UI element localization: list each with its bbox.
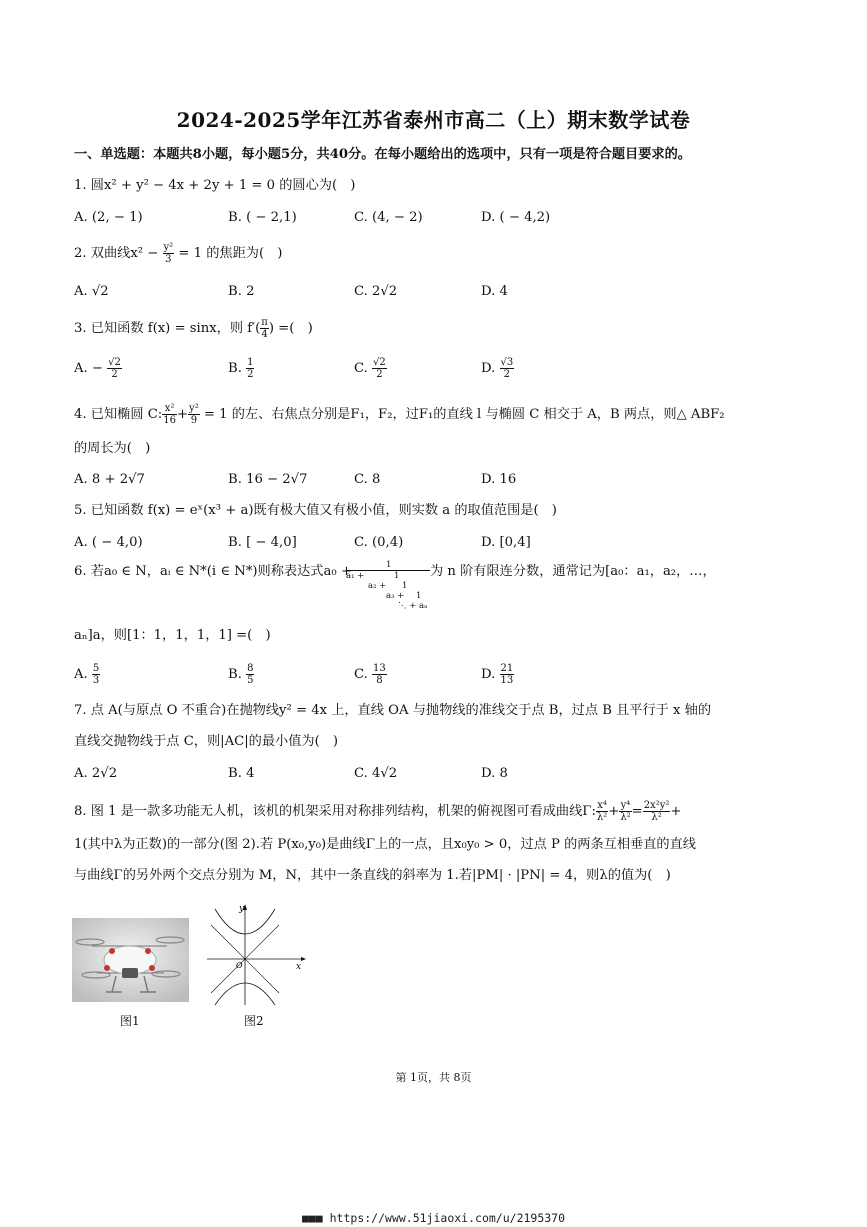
continued-fraction: 1 a₁ + 1 a₂ + 1 a₃ + 1 ⋱ + aₙ [346, 560, 436, 624]
q6-option-a: A. $\frac{5}{3}$ [74, 663, 100, 686]
q1-option-c: C. (4, − 2) [354, 210, 423, 225]
q7-option-d: D. 8 [481, 766, 508, 781]
watermark-url: ■■■ https://www.51jiaoxi.com/u/2195370 [301, 1211, 566, 1225]
figure-2-caption: 图2 [244, 1014, 264, 1028]
q2-option-c: C. 2√2 [354, 284, 398, 299]
q3-option-c: C. $\frac{√2}{2}$ [354, 357, 386, 380]
q1-option-a: A. (2, − 1) [74, 210, 143, 225]
q2-option-a: A. √2 [74, 284, 109, 299]
q7-option-a: A. 2√2 [74, 766, 118, 781]
drone-photo [72, 918, 189, 1002]
q4-option-b: B. 16 − 2√7 [228, 472, 308, 487]
question-4-stem: 4. 已知椭圆 C: $\frac{\text{x²}}{16}$ + $\frac{\text{y²}}{9}$ = 1 的左、右焦点分别是F₁，F₂，过F₁的直线 l 与椭圆 C 相交于 A，B 两点，则△ ABF₂ [74, 403, 725, 426]
question-6-stem: 6. 若a₀ ∈ N，aᵢ ∈ N*(i ∈ N*)则称表达式a₀ + [74, 564, 352, 579]
question-6-stem-end: aₙ]a，则[1：1，1，1，1] =( ) [74, 628, 271, 643]
question-8-stem-end: 与曲线Γ的另外两个交点分别为 M，N，其中一条直线的斜率为 1.若|PM| · |PN| = 4，则λ的值为( ) [74, 868, 671, 883]
fraction: $\frac{\text{y²}}{3}$ [163, 242, 174, 265]
q7-option-b: B. 4 [228, 766, 255, 781]
q5-option-c: C. (0,4) [354, 535, 404, 550]
q3-option-d: D. $\frac{√3}{2}$ [481, 357, 514, 380]
question-6-stem-cont: 为 n 阶有限连分数，通常记为[a₀：a₁，a₂，…， [430, 564, 716, 579]
q7-option-c: C. 4√2 [354, 766, 398, 781]
x-axis-label: x [296, 962, 302, 972]
q5-option-b: B. [ − 4,0] [228, 535, 297, 550]
question-7-stem-cont: 直线交抛物线于点 C，则|AC|的最小值为( ) [74, 734, 339, 749]
q2-option-b: B. 2 [228, 284, 255, 299]
page-footer: 第 1页，共 8页 [395, 1071, 472, 1084]
origin-label: O [236, 961, 243, 970]
question-7-stem: 7. 点 A(与原点 O 不重合)在抛物线y² = 4x 上，直线 OA 与抛物线的准线交于点 B，过点 B 且平行于 x 轴的 [74, 703, 712, 718]
question-1-stem: 1. 圆x² + y² − 4x + 2y + 1 = 0 的圆心为( ) [74, 178, 356, 193]
curve-diagram [205, 901, 310, 1006]
figure-1-caption: 图1 [120, 1014, 140, 1028]
question-4-stem-cont: 的周长为( ) [74, 441, 151, 456]
question-8-stem: 8. 图 1 是一款多功能无人机，该机的机架采用对称排列结构，机架的俯视图可看成曲线Γ: $\frac{\text{x⁴}}{\text{λ²}}$ + $\frac{\text{y⁴}}{\text{λ²}}$ = $\frac{\text{2x²y²}}{\text{λ²}}$ + [74, 800, 682, 823]
page-title: 2024-2025学年江苏省泰州市高二（上）期末数学试卷 [176, 108, 691, 132]
y-axis-label: y [239, 904, 245, 914]
q6-option-c: C. $\frac{13}{8}$ [354, 663, 386, 686]
question-2-stem: 2. 双曲线x² − $\frac{\text{y²}}{3}$ = 1 的焦距为( ) [74, 242, 283, 265]
q6-option-d: D. $\frac{21}{13}$ [481, 663, 514, 686]
fraction: $\frac{\pi}{4}$ [261, 317, 268, 340]
q1-option-b: B. ( − 2,1) [228, 210, 297, 225]
q3-option-b: B. $\frac{1}{2}$ [228, 357, 254, 380]
question-3-stem: 3. 已知函数 f(x) = sinx，则 f′( $\frac{\pi}{4}$ ) =( ) [74, 317, 313, 340]
q5-option-a: A. ( − 4,0) [74, 535, 143, 550]
q3-option-a: A. − $\frac{√2}{2}$ [74, 357, 121, 380]
question-8-stem-cont: 1(其中λ为正数)的一部分(图 2).若 P(x₀,y₀)是曲线Γ上的一点，且x₀y₀ > 0，过点 P 的两条互相垂直的直线 [74, 837, 696, 852]
question-5-stem: 5. 已知函数 f(x) = eˣ(x³ + a)既有极大值又有极小值，则实数 a 的取值范围是( ) [74, 503, 557, 518]
q5-option-d: D. [0,4] [481, 535, 531, 550]
q4-option-c: C. 8 [354, 472, 381, 487]
section-heading: 一、单选题：本题共8小题，每小题5分，共40分。在每小题给出的选项中，只有一项是符合题目要求的。 [74, 147, 691, 162]
q4-option-a: A. 8 + 2√7 [74, 472, 145, 487]
q6-option-b: B. $\frac{8}{5}$ [228, 663, 254, 686]
q4-option-d: D. 16 [481, 472, 517, 487]
q2-option-d: D. 4 [481, 284, 508, 299]
q1-option-d: D. ( − 4,2) [481, 210, 551, 225]
